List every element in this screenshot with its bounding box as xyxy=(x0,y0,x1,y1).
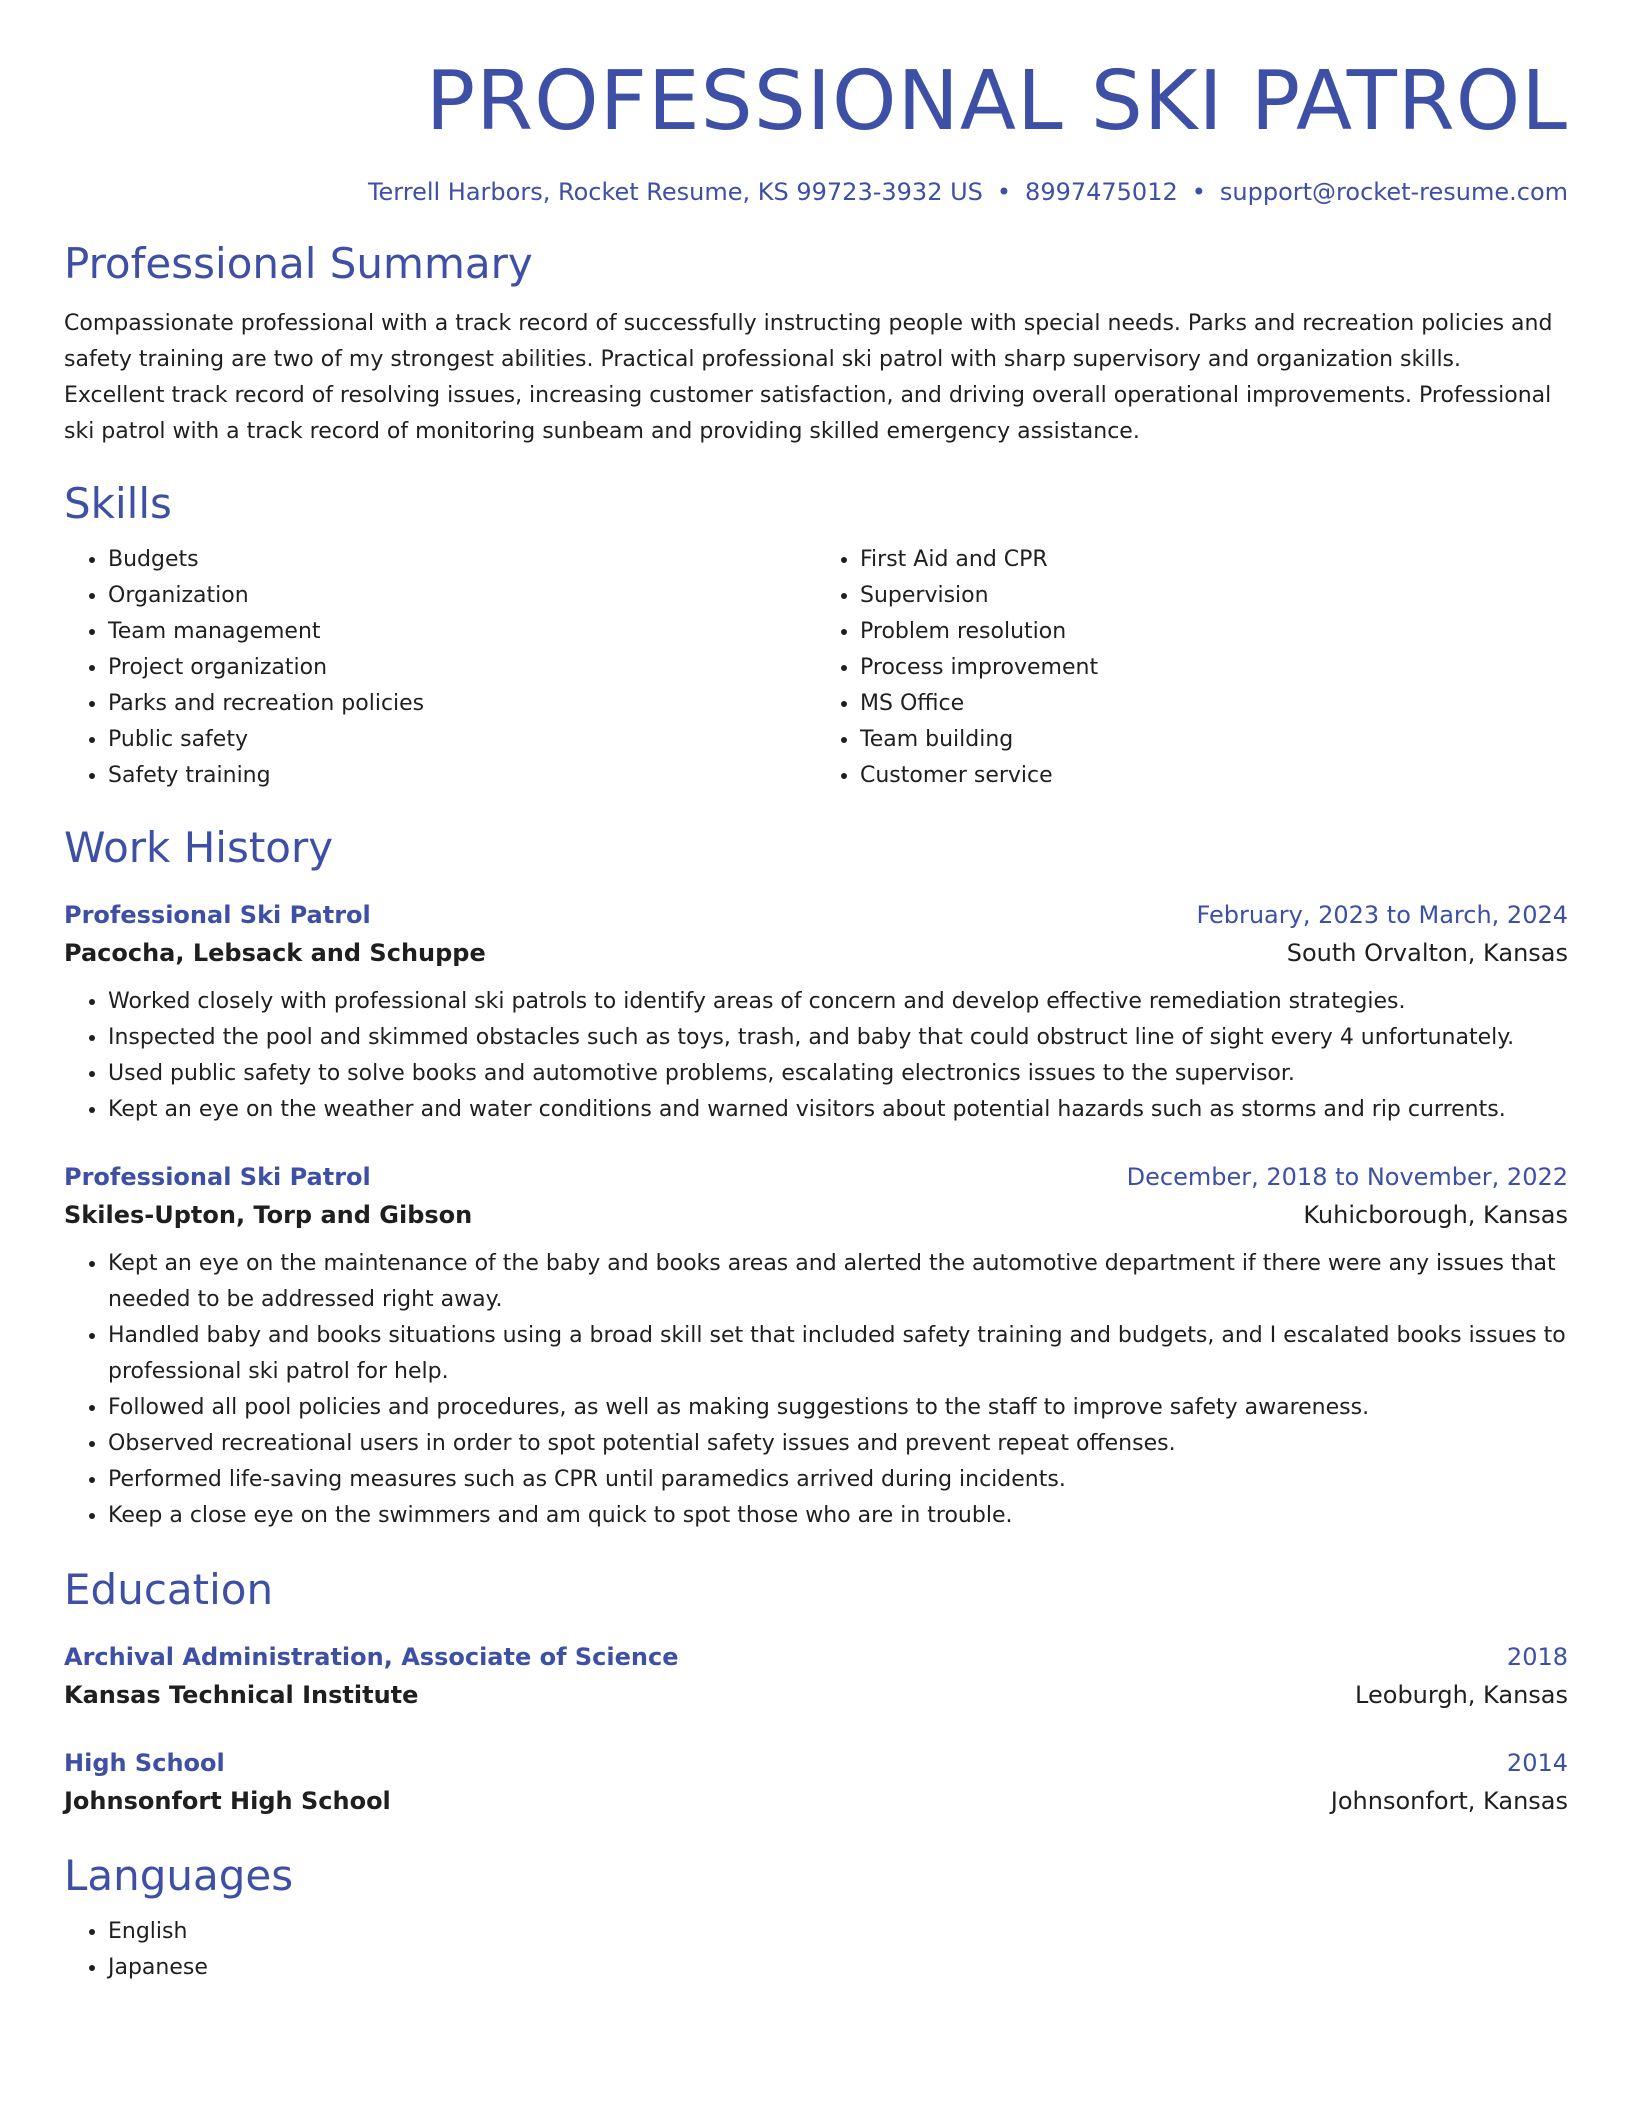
education-degree: Archival Administration, Associate of Science xyxy=(64,1643,679,1671)
skill-item: • Team building xyxy=(860,722,1568,758)
skill-item: • Safety training xyxy=(108,758,816,794)
job-dates: December, 2018 to November, 2022 xyxy=(1126,1163,1568,1191)
education-entry xyxy=(64,1638,1568,1714)
job-header xyxy=(64,896,1568,934)
job-bullet: • Handled baby and books situations using a broad skill set that included safety training and budgets, and I escalated books issues to professional ski patrol for help. xyxy=(108,1318,1568,1390)
education-heading: Education xyxy=(64,1565,274,1614)
job-company: Pacocha, Lebsack and Schuppe xyxy=(64,939,486,967)
language-item: • English xyxy=(108,1914,1568,1950)
job-company: Skiles-Upton, Torp and Gibson xyxy=(64,1201,473,1229)
skill-item: • Budgets xyxy=(108,542,816,578)
contact-separator: • xyxy=(996,178,1012,206)
education-header xyxy=(64,1744,1568,1782)
education-location: Leoburgh, Kansas xyxy=(1355,1681,1568,1709)
skill-item: • MS Office xyxy=(860,686,1568,722)
education-year: 2018 xyxy=(1506,1643,1568,1671)
job-bullet: • Keep a close eye on the swimmers and am quick to spot those who are in trouble. xyxy=(108,1498,1568,1534)
skill-item: • Parks and recreation policies xyxy=(108,686,816,722)
work-history-heading: Work History xyxy=(64,823,334,872)
language-item: • Japanese xyxy=(108,1950,1568,1986)
education-degree: High School xyxy=(64,1749,225,1777)
job-subheader xyxy=(64,1196,1568,1234)
education-location: Johnsonfort, Kansas xyxy=(1330,1787,1568,1815)
job-bullet: • Used public safety to solve books and automotive problems, escalating electronics issues to the supervisor. xyxy=(108,1056,1568,1092)
skills-grid xyxy=(64,542,1568,794)
education-entry xyxy=(64,1744,1568,1820)
education-subheader xyxy=(64,1782,1568,1820)
skills-heading: Skills xyxy=(64,479,172,528)
skill-item: • Organization xyxy=(108,578,816,614)
skill-item: • Team management xyxy=(108,614,816,650)
education-subheader xyxy=(64,1676,1568,1714)
languages-list xyxy=(64,1914,1568,1986)
languages-heading: Languages xyxy=(64,1851,294,1900)
skill-item: • Process improvement xyxy=(860,650,1568,686)
summary-text: Compassionate professional with a track record of successfully instructing people with special needs. Parks and recreation policies and safety training are two of my strongest abilities. Practical professional ski patrol with sharp supervisory and organization skills. Excellent track record of resolving issues, increasing customer satisfaction, and driving overall operational improvements. Professional ski patrol with a track record of monitoring sunbeam and providing skilled emergency assistance. xyxy=(64,311,1553,444)
education-school: Kansas Technical Institute xyxy=(64,1681,419,1709)
education-year: 2014 xyxy=(1506,1749,1568,1777)
education-school: Johnsonfort High School xyxy=(64,1787,391,1815)
job-dates: February, 2023 to March, 2024 xyxy=(1196,901,1568,929)
contact-phone[interactable]: 8997475012 xyxy=(1025,178,1178,206)
job-header xyxy=(64,1158,1568,1196)
job-location: Kuhicborough, Kansas xyxy=(1303,1201,1568,1229)
job-subheader xyxy=(64,934,1568,972)
job-bullet: • Performed life-saving measures such as CPR until paramedics arrived during incidents. xyxy=(108,1462,1568,1498)
resume-name: PROFESSIONAL SKI PATROL xyxy=(425,54,1568,149)
job-entry xyxy=(64,1158,1568,1534)
job-bullet: • Kept an eye on the weather and water conditions and warned visitors about potential hazards such as storms and rip currents. xyxy=(108,1092,1568,1128)
summary-heading: Professional Summary xyxy=(64,239,533,288)
contact-address: Terrell Harbors, Rocket Resume, KS 99723-3932 US xyxy=(367,178,983,206)
resume-page xyxy=(64,0,1568,1986)
job-bullet: • Observed recreational users in order to spot potential safety issues and prevent repeat offenses. xyxy=(108,1426,1568,1462)
contact-line xyxy=(64,176,1568,208)
skill-item: • Public safety xyxy=(108,722,816,758)
job-role: Professional Ski Patrol xyxy=(64,901,371,929)
skill-item: • First Aid and CPR xyxy=(860,542,1568,578)
job-role: Professional Ski Patrol xyxy=(64,1163,371,1191)
skill-item: • Customer service xyxy=(860,758,1568,794)
contact-separator: • xyxy=(1191,178,1206,206)
job-bullet: • Inspected the pool and skimmed obstacles such as toys, trash, and baby that could obstruct line of sight every 4 unfortunately. xyxy=(108,1020,1568,1056)
skill-item: • Supervision xyxy=(860,578,1568,614)
education-header xyxy=(64,1638,1568,1676)
job-location: South Orvalton, Kansas xyxy=(1286,939,1568,967)
skills-list-right xyxy=(816,542,1568,794)
job-bullets xyxy=(64,984,1568,1128)
job-bullet: • Kept an eye on the maintenance of the baby and books areas and alerted the automotive department if there were any issues that needed to be addressed right away. xyxy=(108,1246,1568,1318)
skills-list-left xyxy=(64,542,816,794)
contact-email[interactable]: support@rocket-resume.com xyxy=(1219,178,1568,206)
job-bullet: • Followed all pool policies and procedures, as well as making suggestions to the staff to improve safety awareness. xyxy=(108,1390,1568,1426)
job-bullets xyxy=(64,1246,1568,1534)
skill-item: • Project organization xyxy=(108,650,816,686)
job-entry xyxy=(64,896,1568,1128)
job-bullet: • Worked closely with professional ski patrols to identify areas of concern and develop effective remediation strategies. xyxy=(108,984,1568,1020)
skill-item: • Problem resolution xyxy=(860,614,1568,650)
